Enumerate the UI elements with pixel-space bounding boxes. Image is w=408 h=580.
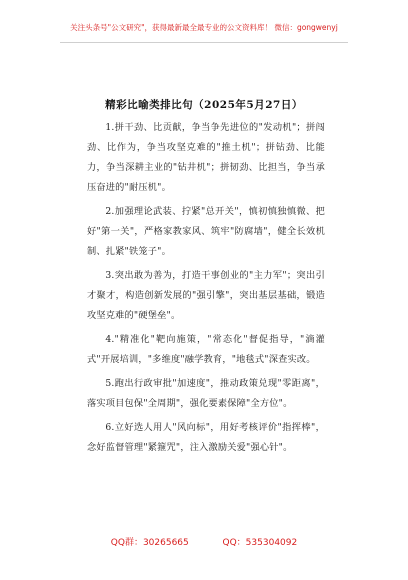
document-body bbox=[87, 118, 325, 462]
paragraph-3: 3.突出敢为善为，打造干事创业的"主力军"；突出引才聚才，构造创新发展的"强引擎"，突出基层基础，锻造攻坚克难的"硬堡垒"。 bbox=[87, 270, 325, 321]
paragraph-6: 6.立好选人用人"风向标"，用好考核评价"指挥棒"，念好监督管理"紧箍咒"，注入激励关爱"强心针"。 bbox=[87, 422, 325, 453]
promo-banner: 关注头条号"公文研究"，获得最新最全最专业的公文资料库！ 微信：gongwenyj bbox=[70, 23, 338, 32]
paragraph-1: 1.拼干劲、比贡献，争当争先进位的"发动机"；拼闯劲、比作为，争当攻坚克难的"推土机"；拼钻劲、比能力，争当深耕主业的"钻井机"；拼韧劲、比担当，争当承压奋进的"耐压机"。 bbox=[87, 122, 325, 193]
qq-group-number: QQ群：30265665 bbox=[110, 538, 189, 548]
header-divider bbox=[60, 42, 348, 43]
contact-footer bbox=[0, 535, 408, 548]
paragraph-2: 2.加强理论武装、拧紧"总开关"，慎初慎独慎微、把好"第一关"，严格家教家风、筑牢"防腐墙"，健全长效机制、扎紧"铁笼子"。 bbox=[87, 206, 325, 257]
paragraph-4: 4."精准化"靶向施策，"常态化"督促指导，"滴灌式"开展培训，"多维度"融学教育，"地毯式"深查实改。 bbox=[87, 334, 325, 365]
paragraph-5: 5.跑出行政审批"加速度"，推动政策兑现"零距离"，落实项目包保"全周期"，强化要素保障"全方位"。 bbox=[87, 378, 325, 409]
document-title: 精彩比喻类排比句（2025年5月27日） bbox=[105, 99, 303, 111]
qq-number: QQ：535304092 bbox=[222, 538, 298, 548]
